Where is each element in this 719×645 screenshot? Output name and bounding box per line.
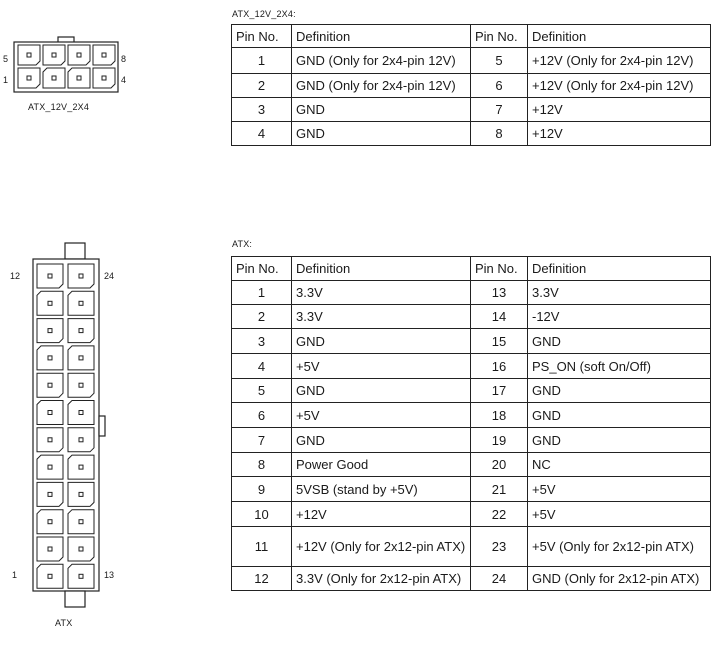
pin-definition-cell: +12V (528, 98, 711, 122)
connector-pin (18, 68, 40, 88)
table-row (232, 354, 711, 379)
pin-number-cell: 11 (232, 527, 292, 567)
table-row (232, 477, 711, 502)
table-row (232, 48, 711, 74)
pin-number-cell: 7 (232, 428, 292, 453)
connector-pin (68, 428, 94, 452)
pin-definition-cell: 3.3V (292, 281, 471, 305)
pin-definition-cell: GND (292, 329, 471, 354)
header-pin-no: Pin No. (232, 25, 292, 48)
header-definition: Definition (528, 25, 711, 48)
pin-definition-cell: GND (528, 428, 711, 453)
pin-number-cell: 20 (471, 453, 528, 477)
pin-number-cell: 12 (232, 567, 292, 591)
pin-number-cell: 15 (471, 329, 528, 354)
atx12v-label-5: 5 (3, 54, 9, 64)
connector-pin (37, 537, 63, 561)
connector-pin (37, 455, 63, 479)
pin-definition-cell: +5V (528, 502, 711, 527)
connector-pin (68, 482, 94, 506)
pin-definition-cell: GND (Only for 2x4-pin 12V) (292, 74, 471, 98)
pin-number-cell: 19 (471, 428, 528, 453)
connector-pin (37, 346, 63, 370)
pin-definition-cell: 3.3V (292, 305, 471, 329)
pin-number-cell: 6 (471, 74, 528, 98)
connector-pin (68, 68, 90, 88)
table-row (232, 305, 711, 329)
table-row (232, 453, 711, 477)
pin-definition-cell: +12V (Only for 2x12-pin ATX) (292, 527, 471, 567)
connector-pin (68, 264, 94, 288)
connector-pin (68, 537, 94, 561)
pin-number-cell: 13 (471, 281, 528, 305)
pin-definition-cell: +12V (292, 502, 471, 527)
table-row (232, 428, 711, 453)
table-row (232, 329, 711, 354)
atx12v-label-1: 1 (3, 75, 9, 85)
atx-label-1: 1 (12, 570, 18, 580)
table-row (232, 527, 711, 567)
connector-pin (93, 68, 115, 88)
pin-definition-cell: GND (528, 379, 711, 403)
connector-pin (37, 401, 63, 425)
connector-pin (37, 482, 63, 506)
pin-number-cell: 5 (232, 379, 292, 403)
connector-pin (18, 45, 40, 65)
pin-number-cell: 14 (471, 305, 528, 329)
pin-number-cell: 4 (232, 354, 292, 379)
pin-number-cell: 6 (232, 403, 292, 428)
connector-pin (37, 510, 63, 534)
pin-number-cell: 1 (232, 48, 292, 74)
pin-number-cell: 1 (232, 281, 292, 305)
connector-pin (68, 510, 94, 534)
atx-connector-diagram (0, 240, 130, 640)
table-header-row (232, 25, 711, 48)
atx12v-caption: ATX_12V_2X4: (232, 9, 296, 19)
pin-number-cell: 18 (471, 403, 528, 428)
pin-number-cell: 21 (471, 477, 528, 502)
pin-definition-cell: +12V (Only for 2x4-pin 12V) (528, 74, 711, 98)
table-row (232, 502, 711, 527)
pin-definition-cell: 3.3V (528, 281, 711, 305)
connector-pin (68, 291, 94, 315)
pin-number-cell: 23 (471, 527, 528, 567)
pin-definition-cell: NC (528, 453, 711, 477)
pin-definition-cell: PS_ON (soft On/Off) (528, 354, 711, 379)
atx12v-connector-name: ATX_12V_2X4 (28, 102, 90, 112)
connector-pin (68, 45, 90, 65)
pin-definition-cell: GND (528, 329, 711, 354)
pin-definition-cell: GND (528, 403, 711, 428)
pin-number-cell: 3 (232, 98, 292, 122)
header-definition: Definition (292, 257, 471, 281)
pin-definition-cell: GND (292, 379, 471, 403)
atx-connector-name: ATX (55, 618, 73, 628)
pin-definition-cell: +12V (Only for 2x4-pin 12V) (528, 48, 711, 74)
connector-pin (37, 373, 63, 397)
pin-definition-cell: -12V (528, 305, 711, 329)
connector-pin (37, 264, 63, 288)
table-row (232, 403, 711, 428)
header-pin-no: Pin No. (471, 25, 528, 48)
connector-pin (43, 68, 65, 88)
pin-definition-cell: 5VSB (stand by +5V) (292, 477, 471, 502)
connector-pin (37, 291, 63, 315)
atx-caption: ATX: (232, 239, 253, 249)
pin-definition-cell: 3.3V (Only for 2x12-pin ATX) (292, 567, 471, 591)
connector-pin (93, 45, 115, 65)
pin-number-cell: 24 (471, 567, 528, 591)
pin-definition-cell: GND (292, 98, 471, 122)
pin-definition-cell: GND (292, 122, 471, 146)
pin-definition-cell: GND (292, 428, 471, 453)
pin-definition-cell: +5V (292, 354, 471, 379)
connector-pin (37, 319, 63, 343)
atx-connector-icon (0, 240, 130, 640)
atx12v-pin-table (231, 24, 711, 146)
pin-number-cell: 9 (232, 477, 292, 502)
header-definition: Definition (528, 257, 711, 281)
connector-pin (68, 455, 94, 479)
pin-number-cell: 16 (471, 354, 528, 379)
pin-number-cell: 4 (232, 122, 292, 146)
connector-pin (68, 564, 94, 588)
pin-number-cell: 8 (471, 122, 528, 146)
pin-number-cell: 10 (232, 502, 292, 527)
pin-definition-cell: Power Good (292, 453, 471, 477)
pin-number-cell: 7 (471, 98, 528, 122)
connector-pin (68, 373, 94, 397)
connector-pin (37, 564, 63, 588)
connector-pin (37, 428, 63, 452)
header-pin-no: Pin No. (471, 257, 528, 281)
connector-pin (68, 401, 94, 425)
table-row (232, 74, 711, 98)
atx-label-24: 24 (104, 271, 115, 281)
header-pin-no: Pin No. (232, 257, 292, 281)
pin-number-cell: 5 (471, 48, 528, 74)
table-row (232, 122, 711, 146)
pin-number-cell: 2 (232, 74, 292, 98)
pin-number-cell: 8 (232, 453, 292, 477)
pin-definition-cell: +5V (Only for 2x12-pin ATX) (528, 527, 711, 567)
table-row (232, 281, 711, 305)
pin-number-cell: 3 (232, 329, 292, 354)
pin-definition-cell: +12V (528, 122, 711, 146)
pin-number-cell: 22 (471, 502, 528, 527)
pin-definition-cell: GND (Only for 2x12-pin ATX) (528, 567, 711, 591)
pin-definition-cell: +5V (292, 403, 471, 428)
connector-pin (43, 45, 65, 65)
atx-label-12: 12 (10, 271, 21, 281)
pin-definition-cell: +5V (528, 477, 711, 502)
connector-pin (68, 346, 94, 370)
table-row (232, 379, 711, 403)
atx-pin-table (231, 256, 711, 591)
atx12v-label-8: 8 (121, 54, 127, 64)
pin-number-cell: 2 (232, 305, 292, 329)
pin-number-cell: 17 (471, 379, 528, 403)
atx12v-label-4: 4 (121, 75, 127, 85)
connector-pin (68, 319, 94, 343)
pin-definition-cell: GND (Only for 2x4-pin 12V) (292, 48, 471, 74)
table-row (232, 567, 711, 591)
atx12v-connector-diagram (0, 30, 140, 125)
table-row (232, 98, 711, 122)
atx-label-13: 13 (104, 570, 115, 580)
header-definition: Definition (292, 25, 471, 48)
table-header-row (232, 257, 711, 281)
